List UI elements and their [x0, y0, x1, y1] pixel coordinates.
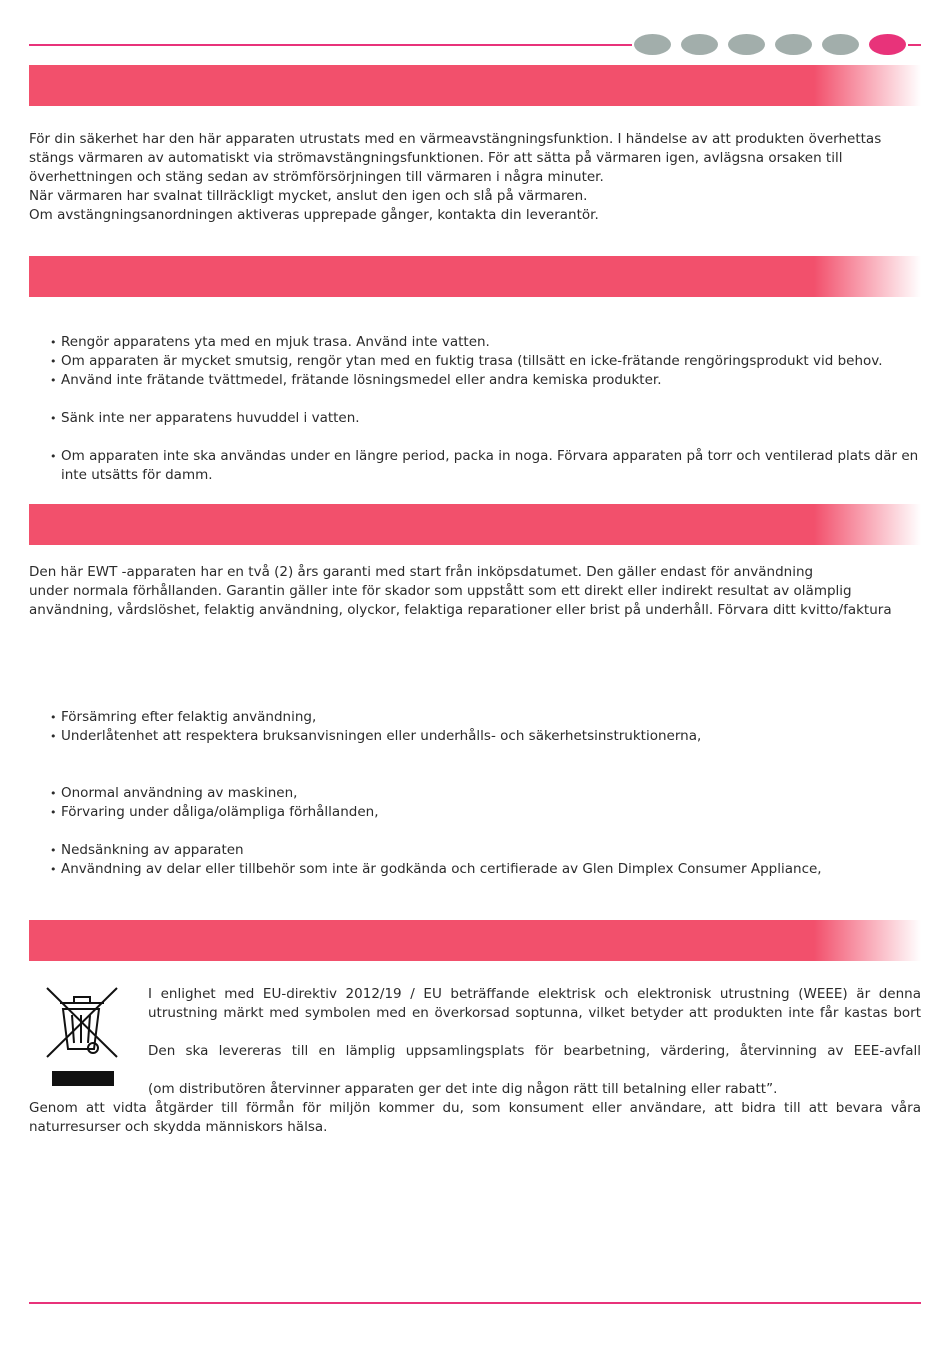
weee-text-block: [148, 1042, 921, 1061]
list-item: • Sänk inte ner apparatens huvuddel i vatten.: [50, 409, 930, 428]
warranty-paragraph: [29, 563, 921, 620]
list-item: • Rengör apparatens yta med en mjuk trasa. Använd inte vatten.: [50, 333, 930, 352]
weee-text-block: [148, 1080, 921, 1099]
text-line: Om avstängningsanordningen aktiveras upprepade gånger, kontakta din leverantör.: [29, 207, 599, 223]
page-dot: [634, 34, 671, 55]
section-header-bar: [29, 920, 921, 961]
list-item: • Förvaring under dåliga/olämpliga förhållanden,: [50, 803, 930, 822]
text-line: under normala förhållanden. Garantin gäller inte för skador som uppstått som ett direkt eller indirekt resultat av olämplig: [29, 583, 852, 599]
text-line: När värmaren har svalnat tillräckligt mycket, anslut den igen och slå på värmaren.: [29, 188, 588, 204]
list-item: • Användning av delar eller tillbehör som inte är godkända och certifierade av Glen Dimplex Consumer Appliance,: [50, 860, 930, 879]
warranty-exclusions-list: [50, 708, 930, 879]
list-item: • Försämring efter felaktig användning,: [50, 708, 930, 727]
section-header-bar: [29, 256, 921, 297]
text-line: stängs värmaren av automatiskt via strömavstängningsfunktionen. För att sätta på värmaren igen, avlägsna orsaken till: [29, 150, 843, 166]
text-line: Den ska levereras till en lämplig uppsamlingsplats för bearbetning, värdering, återvinning av EEE-avfall: [148, 1043, 921, 1059]
text-line: användning, vårdslöshet, felaktig användning, olyckor, felaktiga reparationer eller brist på underhåll. Förvara ditt kvitto/faktura: [29, 602, 892, 618]
list-item: • Underlåtenhet att respektera bruksanvisningen eller underhålls- och säkerhetsinstruktionerna,: [50, 727, 930, 746]
list-item: • Onormal användning av maskinen,: [50, 784, 930, 803]
page-indicator: [632, 33, 908, 55]
text-line: (om distributören återvinner apparaten ger det inte dig någon rätt till betalning eller rabatt”.: [148, 1081, 778, 1097]
section-header-bar: [29, 504, 921, 545]
crossed-out-wheelie-bin-icon: [44, 985, 120, 1089]
text-line: överhettningen och stäng sedan av strömförsörjningen till värmaren i några minuter.: [29, 169, 604, 185]
weee-closing-paragraph: Genom att vidta åtgärder till förmån för miljön kommer du, som konsument eller användare, att bidra till att bevara våra naturresurser och skydda människors hälsa.: [29, 1100, 921, 1135]
text-line: För din säkerhet har den här apparaten utrustats med en värmeavstängningsfunktion. I händelse av att produkten överhettas: [29, 131, 882, 147]
page-dot: [728, 34, 765, 55]
safety-paragraph: [29, 130, 921, 225]
list-item: • Nedsänkning av apparaten: [50, 841, 930, 860]
list-item: • Använd inte frätande tvättmedel, frätande lösningsmedel eller andra kemiska produkter.: [50, 371, 930, 390]
text-line: utrustning märkt med symbolen med en överkorsad soptunna, vilket betyder att produkten inte får kastas bort: [148, 1005, 921, 1021]
page-dot: [822, 34, 859, 55]
page-dot: [775, 34, 812, 55]
text-line: Den här EWT -apparaten har en två (2) års garanti med start från inköpsdatumet. Den gäller endast för användning: [29, 564, 814, 580]
text-line: I enlighet med EU-direktiv 2012/19 / EU beträffande elektrisk och elektronisk utrustning (WEEE) är denna: [148, 986, 921, 1002]
list-item: • Om apparaten är mycket smutsig, rengör ytan med en fuktig trasa (tillsätt en icke-frätande rengöringsprodukt vid behov.: [50, 352, 930, 371]
weee-text-block: [148, 985, 921, 1023]
footer-rule: [29, 1302, 921, 1304]
page-dot: [681, 34, 718, 55]
page-dot-active: [869, 34, 906, 55]
list-item: • Om apparaten inte ska användas under en längre period, packa in noga. Förvara apparaten på torr och ventilerad plats där en inte utsätts för damm.: [50, 447, 921, 485]
section-header-bar: [29, 65, 921, 106]
cleaning-list: [50, 333, 930, 485]
